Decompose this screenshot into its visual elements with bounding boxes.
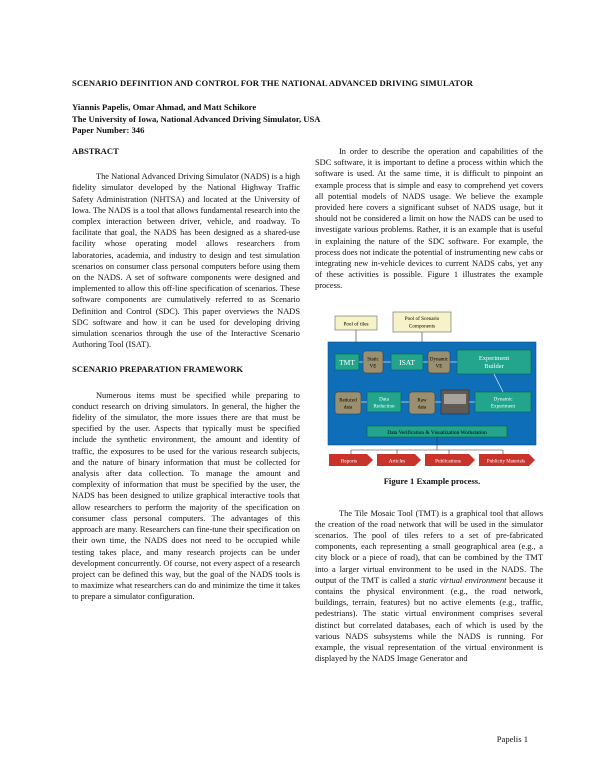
output-publicity-label: Publicity Materials [486,459,526,465]
output-articles [377,454,421,466]
dynamic-experiment-label-1: Dynamic [493,396,513,403]
reduced-data-label-1: Reduced [339,398,357,404]
tmt-paragraph-prefix: The Tile Mosaic Tool (TMT) is a graphical tool that allows the creation of the road network that will be used in the simulator scenarios. The pool of tiles refers to a set of pre-fabricated components, each representing a small geographical area (e.g., a city block or a piece of road), that can be combined by the TMT into a larger virtual environment to be used in the NADS. The output of the TMT is called a [315,508,543,585]
static-ve-label-1: Static [367,357,379,363]
output-articles-label: Articles [388,458,406,465]
data-reduction-label-1: Data [379,396,389,403]
abstract-heading: ABSTRACT [72,146,119,156]
output-publications [425,454,475,466]
page-footer: Papelis 1 [496,734,528,744]
tmt-paragraph [315,508,543,665]
paper-number: Paper Number: 346 [72,125,145,136]
reduced-data-label-2: data [343,405,353,411]
experiment-builder-label-1: Experiment [478,354,510,362]
author-block [72,102,320,137]
framework-text: Numerous items must be specified while preparing to conduct research on driving simulators. In general, the higher the fidelity of the simulator, the more issues there are that must be specified by the user. Aspects that typically must be specified include the synthetic environment, the amount and identity of traffic, the exposures to be used for the various research subjects, and the nature of binary information that must be collected for analysis after data collection. To manage the amount and complexity of information that must be specified by the user, the NADS has been designed to utilize graphical interactive tools that allow researchers to perform the majority of the specification on consumer class personal computers. The advantages of this approach are many. Researchers can fine-tune their specification on their own time, the NADS does not need to be occupied while testing takes place, and many research projects can be under development concurrently. Of course, not every aspect of a research project can be defined this way, but the goal of the NADS tools is to maximize what researchers can do and minimize the time it takes to prepare a simulator configuration. [72,390,300,602]
process-diagram [327,302,537,520]
abstract-text: The National Advanced Driving Simulator (NADS) is a high fidelity simulator developed by the National Highway Traffic Safety Administration (NHTSA) and located at the University of Iowa. The NADS is a tool that allows fundamental research into the complex interaction between driver, vehicle, and roadway. To facilitate that goal, the NADS has been designed as a shared-use facility whose operating model allows researchers from laboratories, academia, and industry to design and test simulation scenarios on consumer class personal computers before using them on the NADS. A set of software components were designed and implemented to allow this off-line specification of scenarios. These software components are cumulatively referred to as Scenario Definition and Control (SDC). This paper overviews the NADS SDC software and how it can be used for developing driving simulation scenarios through the use of the Interactive Scenario Authoring Tool (ISAT). [72,172,300,350]
left-column [72,146,300,603]
affiliation: The University of Iowa, National Advanced Driving Simulator, USA [72,113,321,124]
output-reports-label: Reports [340,458,358,465]
pool-of-tiles-label: Pool of tiles [343,321,369,328]
authors: Yiannis Papelis, Omar Ahmad, and Matt Schikore [72,102,257,112]
paper-title: SCENARIO DEFINITION AND CONTROL FOR THE NATIONAL ADVANCED DRIVING SIMULATOR [72,78,473,88]
tmt-paragraph-italic: static virtual environment [419,575,507,585]
raw-data-label-2: data [417,405,427,411]
tmt-paragraph-suffix: because it contains the physical environment (e.g., the road network, buildings, terrain, features) but no active elements (e.g., traffic, pedestrians). The static virtual environment comprises several distinct but correlated databases, each of which is used by the various NADS subsystems while the NADS is running. For example, the visual representation of the virtual environment is displayed by the NADS Image Generator and [315,575,543,664]
verification-label: Data Verification & Visualization Workstation [387,429,487,436]
pool-of-scenario-label-2: Components [408,323,436,330]
data-reduction-label-2: Reduction [373,403,395,410]
static-ve-label-2: VE [369,364,377,370]
figure-caption: Figure 1 Example process. [383,475,481,486]
output-reports [329,454,373,466]
dynamic-ve-label-1: Dynamic [429,357,449,363]
dynamic-ve-label-2: VE [435,364,443,370]
framework-heading: SCENARIO PREPARATION FRAMEWORK [72,364,244,375]
experiment-builder-label-2: Builder [484,362,504,370]
figure-example-process [327,302,537,520]
right-column [315,146,543,664]
tmt-label: TMT [339,357,355,367]
dynamic-experiment-label-2: Experiment [490,403,516,410]
output-publications-label: Publications [435,458,461,465]
pool-of-scenario-label-1: Pool of Scenario [404,315,440,322]
output-publicity-materials [479,454,535,466]
raw-data-label-1: Raw [417,398,427,404]
simulator-photo-detail [444,394,466,404]
experiment-builder-box [457,350,531,374]
isat-label: ISAT [399,357,415,367]
process-paragraph: In order to describe the operation and capabilities of the SDC software, it is important to define a process within which the software is used. At the same time, it is difficult to pinpoint an example process that is simple and easy to comprehend yet covers all potential models of NADS usage. We believe the example provided here covers a significant subset of NADS usage, but it should not be considered a limit on how the NADS can be used to investigate various problems. Rather, it is an example that is useful in explaining the nature of the SDC software. For example, the process does not indicate the potential of instrumenting new cabs or integrating new in-vehicle devices to current NADS cabs, yet any of these activities is possible. Figure 1 illustrates the example process. [315,147,543,291]
